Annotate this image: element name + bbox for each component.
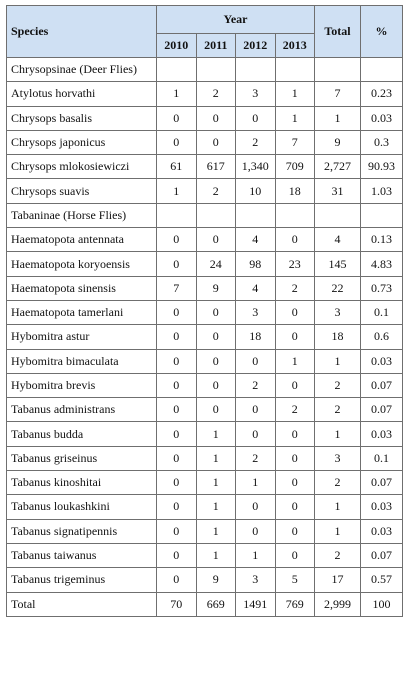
subfamily-row bbox=[7, 58, 403, 82]
table-row bbox=[7, 179, 403, 203]
value-cell: 0 bbox=[157, 446, 197, 470]
total-value-cell: 669 bbox=[196, 592, 236, 616]
percent-header: % bbox=[361, 6, 403, 58]
total-value-cell: 1491 bbox=[236, 592, 276, 616]
value-cell: 1 bbox=[157, 179, 197, 203]
value-cell: 1,340 bbox=[236, 155, 276, 179]
subfamily-label: Chrysopsinae (Deer Flies) bbox=[7, 58, 157, 82]
value-cell: 0.1 bbox=[361, 300, 403, 324]
value-cell: 4 bbox=[315, 228, 361, 252]
value-cell: 1 bbox=[275, 106, 315, 130]
total-label: Total bbox=[7, 592, 157, 616]
table-row bbox=[7, 130, 403, 154]
value-cell: 0 bbox=[157, 325, 197, 349]
subfamily-label: Tabaninae (Horse Flies) bbox=[7, 203, 157, 227]
value-cell: 0.03 bbox=[361, 106, 403, 130]
value-cell: 0 bbox=[275, 519, 315, 543]
value-cell: 18 bbox=[315, 325, 361, 349]
value-cell: 709 bbox=[275, 155, 315, 179]
empty-cell bbox=[361, 203, 403, 227]
value-cell: 7 bbox=[275, 130, 315, 154]
empty-cell bbox=[236, 58, 276, 82]
species-name: Chrysops japonicus bbox=[7, 130, 157, 154]
species-table bbox=[6, 5, 403, 617]
table-row bbox=[7, 446, 403, 470]
empty-cell bbox=[275, 58, 315, 82]
species-name: Haematopota antennata bbox=[7, 228, 157, 252]
species-name: Tabanus signatipennis bbox=[7, 519, 157, 543]
value-cell: 1 bbox=[275, 349, 315, 373]
table-row bbox=[7, 82, 403, 106]
species-name: Hybomitra brevis bbox=[7, 373, 157, 397]
value-cell: 0 bbox=[196, 228, 236, 252]
table-row bbox=[7, 568, 403, 592]
value-cell: 2 bbox=[275, 398, 315, 422]
value-cell: 1 bbox=[315, 495, 361, 519]
value-cell: 9 bbox=[196, 276, 236, 300]
value-cell: 0 bbox=[236, 519, 276, 543]
table-row bbox=[7, 471, 403, 495]
year-2010-header: 2010 bbox=[157, 34, 197, 58]
value-cell: 0 bbox=[275, 446, 315, 470]
value-cell: 0.3 bbox=[361, 130, 403, 154]
value-cell: 0 bbox=[275, 422, 315, 446]
value-cell: 1.03 bbox=[361, 179, 403, 203]
species-name: Chrysops suavis bbox=[7, 179, 157, 203]
value-cell: 18 bbox=[275, 179, 315, 203]
value-cell: 0 bbox=[157, 543, 197, 567]
table-row bbox=[7, 422, 403, 446]
species-name: Hybomitra astur bbox=[7, 325, 157, 349]
value-cell: 2,727 bbox=[315, 155, 361, 179]
value-cell: 3 bbox=[236, 82, 276, 106]
value-cell: 0 bbox=[236, 495, 276, 519]
value-cell: 0.07 bbox=[361, 543, 403, 567]
value-cell: 1 bbox=[236, 543, 276, 567]
species-name: Haematopota sinensis bbox=[7, 276, 157, 300]
value-cell: 0 bbox=[236, 398, 276, 422]
value-cell: 0 bbox=[275, 325, 315, 349]
value-cell: 7 bbox=[315, 82, 361, 106]
value-cell: 0 bbox=[157, 373, 197, 397]
value-cell: 2 bbox=[196, 179, 236, 203]
table-row bbox=[7, 398, 403, 422]
value-cell: 24 bbox=[196, 252, 236, 276]
value-cell: 0 bbox=[157, 519, 197, 543]
value-cell: 0 bbox=[275, 228, 315, 252]
table-row bbox=[7, 543, 403, 567]
empty-cell bbox=[315, 203, 361, 227]
value-cell: 1 bbox=[196, 446, 236, 470]
value-cell: 1 bbox=[315, 106, 361, 130]
value-cell: 1 bbox=[315, 349, 361, 373]
year-2011-header: 2011 bbox=[196, 34, 236, 58]
species-header: Species bbox=[7, 6, 157, 58]
species-name: Tabanus taiwanus bbox=[7, 543, 157, 567]
value-cell: 10 bbox=[236, 179, 276, 203]
table-row bbox=[7, 276, 403, 300]
value-cell: 0 bbox=[196, 130, 236, 154]
value-cell: 1 bbox=[275, 82, 315, 106]
value-cell: 0 bbox=[157, 471, 197, 495]
empty-cell bbox=[361, 58, 403, 82]
value-cell: 23 bbox=[275, 252, 315, 276]
value-cell: 4 bbox=[236, 228, 276, 252]
empty-cell bbox=[157, 58, 197, 82]
value-cell: 0 bbox=[236, 422, 276, 446]
total-value-cell: 769 bbox=[275, 592, 315, 616]
year-2013-header: 2013 bbox=[275, 34, 315, 58]
total-row bbox=[7, 592, 403, 616]
value-cell: 3 bbox=[315, 446, 361, 470]
value-cell: 0 bbox=[157, 422, 197, 446]
value-cell: 0 bbox=[275, 373, 315, 397]
value-cell: 3 bbox=[236, 300, 276, 324]
species-name: Tabanus loukashkini bbox=[7, 495, 157, 519]
value-cell: 0.13 bbox=[361, 228, 403, 252]
species-name: Tabanus griseinus bbox=[7, 446, 157, 470]
table-row bbox=[7, 325, 403, 349]
table-row bbox=[7, 155, 403, 179]
value-cell: 0 bbox=[157, 495, 197, 519]
value-cell: 90.93 bbox=[361, 155, 403, 179]
empty-cell bbox=[275, 203, 315, 227]
value-cell: 1 bbox=[315, 519, 361, 543]
value-cell: 4.83 bbox=[361, 252, 403, 276]
value-cell: 2 bbox=[236, 373, 276, 397]
value-cell: 1 bbox=[236, 471, 276, 495]
value-cell: 0 bbox=[157, 300, 197, 324]
value-cell: 0 bbox=[196, 300, 236, 324]
value-cell: 0 bbox=[157, 228, 197, 252]
empty-cell bbox=[196, 58, 236, 82]
value-cell: 0 bbox=[196, 373, 236, 397]
value-cell: 1 bbox=[196, 543, 236, 567]
table-row bbox=[7, 349, 403, 373]
value-cell: 17 bbox=[315, 568, 361, 592]
total-value-cell: 70 bbox=[157, 592, 197, 616]
value-cell: 0 bbox=[196, 349, 236, 373]
empty-cell bbox=[157, 203, 197, 227]
value-cell: 0 bbox=[275, 495, 315, 519]
species-name: Atylotus horvathi bbox=[7, 82, 157, 106]
empty-cell bbox=[236, 203, 276, 227]
table-row bbox=[7, 300, 403, 324]
species-name: Tabanus budda bbox=[7, 422, 157, 446]
value-cell: 0.6 bbox=[361, 325, 403, 349]
value-cell: 0 bbox=[236, 106, 276, 130]
value-cell: 617 bbox=[196, 155, 236, 179]
value-cell: 145 bbox=[315, 252, 361, 276]
value-cell: 2 bbox=[315, 373, 361, 397]
value-cell: 0.03 bbox=[361, 349, 403, 373]
species-name: Tabanus trigeminus bbox=[7, 568, 157, 592]
table-header bbox=[7, 6, 403, 58]
empty-cell bbox=[196, 203, 236, 227]
total-header: Total bbox=[315, 6, 361, 58]
value-cell: 0.07 bbox=[361, 373, 403, 397]
value-cell: 2 bbox=[315, 471, 361, 495]
value-cell: 0.1 bbox=[361, 446, 403, 470]
value-cell: 0.07 bbox=[361, 398, 403, 422]
year-2012-header: 2012 bbox=[236, 34, 276, 58]
table-row bbox=[7, 252, 403, 276]
value-cell: 4 bbox=[236, 276, 276, 300]
value-cell: 61 bbox=[157, 155, 197, 179]
species-name: Chrysops basalis bbox=[7, 106, 157, 130]
value-cell: 1 bbox=[196, 422, 236, 446]
value-cell: 0.03 bbox=[361, 495, 403, 519]
value-cell: 0.07 bbox=[361, 471, 403, 495]
value-cell: 0 bbox=[157, 398, 197, 422]
total-value-cell: 100 bbox=[361, 592, 403, 616]
value-cell: 0.23 bbox=[361, 82, 403, 106]
value-cell: 0 bbox=[196, 325, 236, 349]
value-cell: 2 bbox=[275, 276, 315, 300]
species-name: Haematopota tamerlani bbox=[7, 300, 157, 324]
value-cell: 2 bbox=[315, 543, 361, 567]
value-cell: 0.73 bbox=[361, 276, 403, 300]
table-row bbox=[7, 519, 403, 543]
value-cell: 0 bbox=[236, 349, 276, 373]
value-cell: 18 bbox=[236, 325, 276, 349]
value-cell: 0.57 bbox=[361, 568, 403, 592]
species-name: Tabanus administrans bbox=[7, 398, 157, 422]
value-cell: 0.03 bbox=[361, 519, 403, 543]
value-cell: 0 bbox=[196, 106, 236, 130]
table-row bbox=[7, 373, 403, 397]
value-cell: 9 bbox=[315, 130, 361, 154]
species-name: Hybomitra bimaculata bbox=[7, 349, 157, 373]
value-cell: 1 bbox=[196, 519, 236, 543]
value-cell: 0 bbox=[275, 300, 315, 324]
value-cell: 7 bbox=[157, 276, 197, 300]
value-cell: 2 bbox=[236, 130, 276, 154]
empty-cell bbox=[315, 58, 361, 82]
species-name: Haematopota koryoensis bbox=[7, 252, 157, 276]
value-cell: 2 bbox=[196, 82, 236, 106]
species-name: Chrysops mlokosiewiczi bbox=[7, 155, 157, 179]
value-cell: 1 bbox=[315, 422, 361, 446]
value-cell: 1 bbox=[196, 495, 236, 519]
table-row bbox=[7, 106, 403, 130]
value-cell: 1 bbox=[157, 82, 197, 106]
value-cell: 0 bbox=[157, 130, 197, 154]
value-cell: 0 bbox=[196, 398, 236, 422]
table-body bbox=[7, 58, 403, 617]
table-row bbox=[7, 495, 403, 519]
value-cell: 2 bbox=[236, 446, 276, 470]
value-cell: 0 bbox=[275, 543, 315, 567]
total-value-cell: 2,999 bbox=[315, 592, 361, 616]
subfamily-row bbox=[7, 203, 403, 227]
value-cell: 98 bbox=[236, 252, 276, 276]
value-cell: 0 bbox=[275, 471, 315, 495]
value-cell: 9 bbox=[196, 568, 236, 592]
value-cell: 31 bbox=[315, 179, 361, 203]
value-cell: 0 bbox=[157, 349, 197, 373]
value-cell: 5 bbox=[275, 568, 315, 592]
table-row bbox=[7, 228, 403, 252]
year-header: Year bbox=[157, 6, 315, 34]
value-cell: 3 bbox=[315, 300, 361, 324]
value-cell: 0.03 bbox=[361, 422, 403, 446]
value-cell: 0 bbox=[157, 106, 197, 130]
value-cell: 0 bbox=[157, 568, 197, 592]
value-cell: 1 bbox=[196, 471, 236, 495]
value-cell: 2 bbox=[315, 398, 361, 422]
species-name: Tabanus kinoshitai bbox=[7, 471, 157, 495]
value-cell: 3 bbox=[236, 568, 276, 592]
value-cell: 22 bbox=[315, 276, 361, 300]
value-cell: 0 bbox=[157, 252, 197, 276]
